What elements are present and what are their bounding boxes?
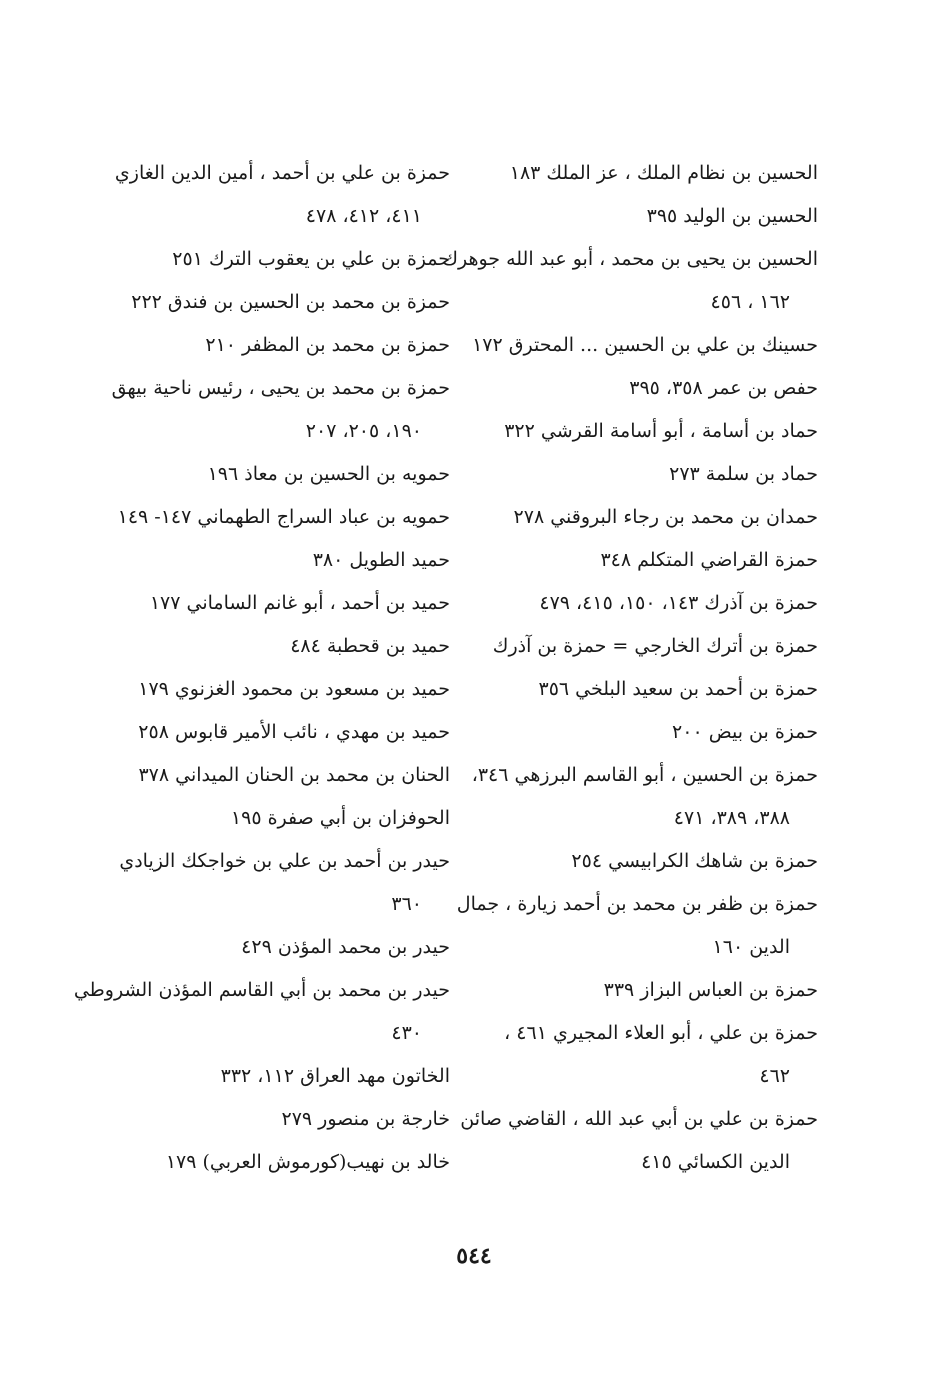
index-entry-continuation: ٤١١، ٤١٢، ٤٧٨ [305,205,422,227]
index-entry: الحوفزان بن أبي صفرة ١٩٥ [230,807,450,829]
index-entry: حمزة بن آذرك ١٤٣، ١٥٠، ٤١٥، ٤٧٩ [539,592,818,614]
index-entry-continuation: ١٩٠، ٢٠٥، ٢٠٧ [305,420,422,442]
index-entry: الخاتون مهد العراق ١١٢، ٣٣٢ [220,1065,450,1087]
index-entry: حمزة بن علي ، أبو العلاء المجيري ٤٦١ ، [504,1022,818,1044]
index-entry: حميد بن مسعود بن محمود الغزنوي ١٧٩ [138,678,450,700]
index-entry: حميد بن قحطبة ٤٨٤ [290,635,450,657]
index-entry-continuation: ١٦٢ ، ٤٥٦ [710,291,790,313]
index-entry: حمزة بن علي بن أحمد ، أمين الدين الغازي [114,162,450,184]
index-entry: الحسين بن الوليد ٣٩٥ [646,205,818,227]
index-entry: خارجة بن منصور ٢٧٩ [281,1108,450,1130]
index-entry: حيدر بن محمد بن أبي القاسم المؤذن الشروطي [73,979,450,1001]
index-entry: حسينك بن علي بن الحسين ... المحترق ١٧٢ [472,334,818,356]
index-entry: حميد بن أحمد ، أبو غانم الساماني ١٧٧ [149,592,450,614]
index-entry: حمزة بن ظفر بن محمد بن أحمد زيارة ، جمال [456,893,818,915]
index-entry-continuation: ٤٣٠ [391,1022,422,1044]
index-entry: حماد بن سلمة ٢٧٣ [669,463,818,485]
index-column-left [73,152,450,1184]
index-entry-continuation: الدين ١٦٠ [712,936,790,958]
index-entry: حفص بن عمر ٣٥٨، ٣٩٥ [629,377,818,399]
index-entry: حمزة بن محمد بن يحيى ، رئيس ناحية بيهق [111,377,450,399]
index-entry: حماد بن أسامة ، أبو أسامة القرشي ٣٢٢ [504,420,818,442]
index-entry: حمزة بن علي بن أبي عبد الله ، القاضي صائن [460,1108,818,1130]
index-entry: حمزة بن أحمد بن سعيد البلخي ٣٥٦ [538,678,818,700]
index-entry: حمزة بن الحسين ، أبو القاسم البرزهي ٣٤٦، [471,764,818,786]
index-column-right [442,152,818,1184]
page-number: ٥٤٤ [456,1243,492,1269]
index-entry: حمزة بن العباس البزاز ٣٣٩ [603,979,818,1001]
index-entry: حمزة بن محمد بن الحسين بن فندق ٢٢٢ [131,291,450,313]
index-entry: الحسين بن نظام الملك ، عز الملك ١٨٣ [509,162,818,184]
index-entry: حمويه بن عباد السراج الطهماني ١٤٧- ١٤٩ [117,506,450,528]
index-entry: الحنان بن محمد بن الحنان الميداني ٣٧٨ [138,764,450,786]
index-entry-continuation: ٣٨٨، ٣٨٩، ٤٧١ [673,807,790,829]
index-entry: حمزة بن علي بن يعقوب الترك ٢٥١ [172,248,450,270]
index-entry: حمزة القراضي المتكلم ٣٤٨ [600,549,818,571]
index-entry-continuation: ٣٦٠ [391,893,422,915]
index-entry: خالد بن نهيب(كورموش العربي) ١٧٩ [165,1151,450,1173]
index-entry: حمزة بن أترك الخارجي = حمزة بن آذرك [492,635,818,657]
index-entry: حيدر بن أحمد بن علي بن خواجكك الزيادي [119,850,450,872]
index-entry: حمدان بن محمد بن رجاء البروقني ٢٧٨ [513,506,818,528]
index-entry: حمزة بن شاهك الكرابيسي ٢٥٤ [571,850,818,872]
index-entry: حميد بن مهدي ، نائب الأمير قابوس ٢٥٨ [138,721,450,743]
index-entry: حميد الطويل ٣٨٠ [312,549,450,571]
index-entry: حمويه بن الحسين بن معاذ ١٩٦ [207,463,450,485]
index-entry-continuation: ٤٦٢ [759,1065,790,1087]
index-entry: الحسين بن يحيى بن محمد ، أبو عبد الله جوهرك [442,248,818,270]
index-entry-continuation: الدين الكسائي ٤١٥ [641,1151,790,1173]
index-entry: حمزة بن بيض ٢٠٠ [672,721,818,743]
index-entry: حيدر بن محمد المؤذن ٤٢٩ [241,936,450,958]
index-entry: حمزة بن محمد بن المظفر ٢١٠ [205,334,450,356]
